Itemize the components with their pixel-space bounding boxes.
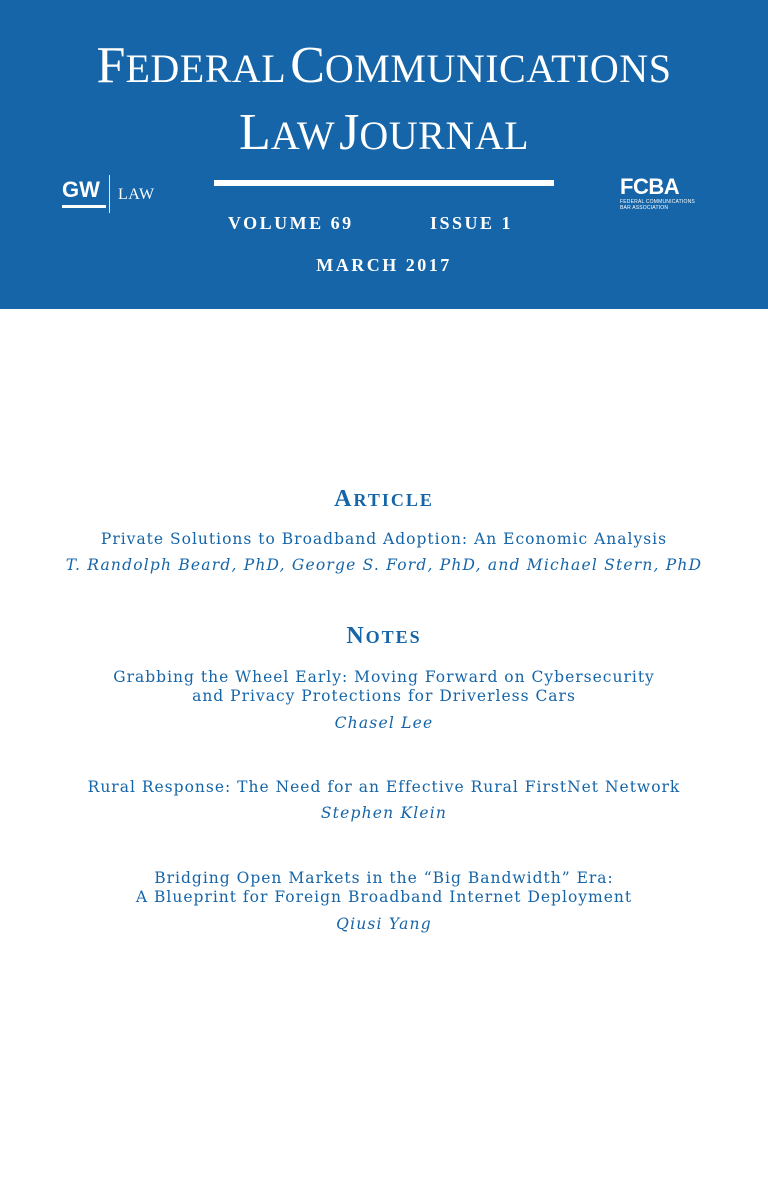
fcba-logo bbox=[620, 174, 710, 214]
title-initial-j: J bbox=[339, 104, 360, 161]
journal-title-line2 bbox=[0, 104, 768, 161]
article-heading-initial: A bbox=[334, 486, 354, 512]
article-authors: T. Randolph Beard, PhD, George S. Ford, PhD, and Michael Stern, PhD bbox=[65, 556, 703, 574]
gw-logo-separator bbox=[109, 175, 110, 213]
title-divider-rule bbox=[214, 180, 554, 186]
article-heading-rest: RTICLE bbox=[353, 490, 434, 510]
cover-header-band bbox=[0, 0, 768, 309]
note-1-title-line1: Grabbing the Wheel Early: Moving Forward on Cybersecurity bbox=[113, 668, 655, 686]
fcba-subtitle-line2: BAR ASSOCIATION bbox=[620, 205, 669, 211]
note-3-author: Qiusi Yang bbox=[336, 915, 432, 933]
note-3-title-line2: A Blueprint for Foreign Broadband Internet Deployment bbox=[135, 888, 633, 906]
notes-heading-rest: OTES bbox=[365, 627, 422, 647]
notes-section-heading bbox=[0, 623, 768, 650]
title-word-journal: OURNAL bbox=[359, 113, 530, 158]
note-1-title-line2: and Privacy Protections for Driverless Cars bbox=[192, 687, 576, 705]
fcba-logo-mark: FCBA bbox=[620, 174, 680, 199]
journal-title-line1 bbox=[0, 37, 768, 94]
note-1-title bbox=[0, 668, 768, 706]
volume-label: VOLUME 69 bbox=[228, 213, 354, 233]
issue-label: ISSUE 1 bbox=[430, 213, 514, 233]
title-word-communications: OMMUNICATIONS bbox=[324, 46, 672, 91]
article-section-heading bbox=[0, 486, 768, 513]
issue-date: MARCH 2017 bbox=[316, 255, 452, 275]
note-3-title-line1: Bridging Open Markets in the “Big Bandwidth” Era: bbox=[154, 869, 614, 887]
notes-heading-initial: N bbox=[346, 623, 366, 649]
note-2-title bbox=[0, 778, 768, 797]
note-2-author: Stephen Klein bbox=[320, 804, 448, 822]
fcba-logo-subtitle bbox=[620, 199, 710, 211]
gw-logo-label: LAW bbox=[118, 186, 155, 203]
note-1-author: Chasel Lee bbox=[334, 714, 434, 732]
note-3-title bbox=[0, 869, 768, 907]
title-word-federal: EDERAL bbox=[125, 46, 287, 91]
title-initial-l: L bbox=[238, 104, 271, 161]
gw-logo-mark: GW bbox=[62, 177, 100, 202]
title-word-law: AW bbox=[270, 113, 336, 158]
title-initial-f: F bbox=[96, 37, 126, 94]
fcba-subtitle-line1: FEDERAL COMMUNICATIONS bbox=[620, 199, 695, 205]
title-initial-c: C bbox=[290, 37, 325, 94]
gw-logo-underline bbox=[62, 205, 106, 208]
article-title: Private Solutions to Broadband Adoption: An Economic Analysis bbox=[100, 530, 668, 548]
note-2-title-line1: Rural Response: The Need for an Effective Rural FirstNet Network bbox=[87, 778, 681, 796]
